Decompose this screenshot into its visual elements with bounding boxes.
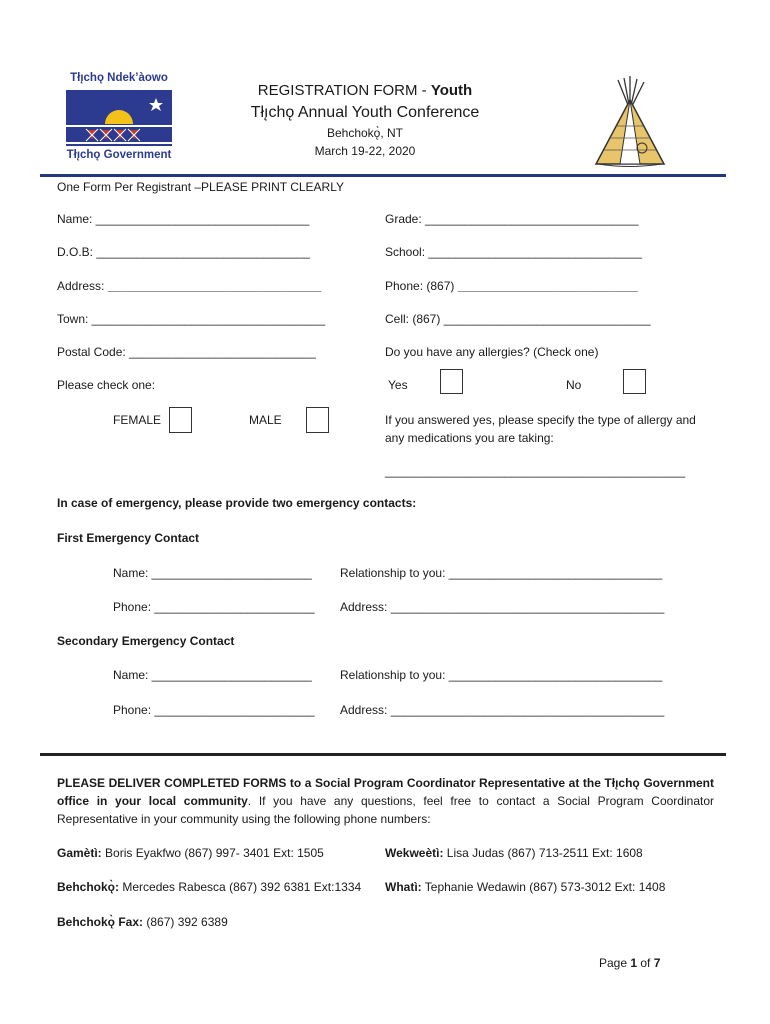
allergy-no-label: No	[566, 378, 582, 392]
cell-field[interactable]: Cell: (867) _______________________________	[385, 312, 651, 326]
female-label: FEMALE	[113, 413, 162, 427]
first-emergency-heading: First Emergency Contact	[57, 531, 200, 545]
phone-field[interactable]	[385, 279, 638, 293]
gender-check-label: Please check one:	[57, 378, 156, 392]
contact-info: (867) 392 6389	[143, 915, 228, 929]
contact-wekweeti	[385, 846, 643, 860]
school-field[interactable]: School: ________________________________	[385, 245, 642, 259]
second-contact-relationship-field[interactable]: Relationship to you: ________________________________	[340, 668, 663, 682]
phone-line[interactable]: ___________________________	[457, 279, 638, 293]
contact-info: Boris Eyakfwo (867) 997- 3401 Ext: 1505	[101, 846, 324, 860]
page-total: 7	[653, 956, 661, 970]
page-prefix: Page	[599, 956, 631, 970]
emergency-intro: In case of emergency, please provide two emergency contacts:	[57, 496, 417, 510]
contact-gameti	[57, 846, 324, 860]
page-of: of	[637, 956, 654, 970]
contact-community: Gamètì:	[57, 846, 102, 860]
town-field[interactable]: Town: ___________________________________	[57, 312, 326, 326]
contact-info: Tephanie Wedawin (867) 573-3012 Ext: 1408	[421, 880, 666, 894]
logo-top-text: Tłı̨chǫ Ndek’àowo	[70, 72, 168, 84]
logo-flag-icon	[66, 90, 172, 146]
contact-community: Behchokǫ̀:	[57, 880, 120, 894]
form-title-prefix: REGISTRATION FORM -	[257, 82, 431, 99]
contact-community: Whatì:	[385, 880, 422, 894]
event-location: Behchokǫ̀, NT	[326, 126, 404, 140]
secondary-emergency-heading: Secondary Emergency Contact	[57, 634, 235, 648]
male-label: MALE	[249, 413, 282, 427]
delivery-notice-rest: . If you have any questions, feel free to contact a Social Program Coordinator Representative in your community using the following phone numbers:	[57, 794, 714, 826]
form-title	[230, 82, 500, 99]
allergy-yes-label: Yes	[388, 378, 408, 392]
event-date: March 19-22, 2020	[314, 144, 416, 158]
address-label: Address:	[57, 279, 108, 293]
allergy-yes-checkbox[interactable]	[440, 369, 463, 394]
allergy-no-checkbox[interactable]	[623, 369, 646, 394]
form-title-emphasis: Youth	[430, 82, 473, 99]
contact-whati	[385, 880, 665, 894]
male-checkbox[interactable]	[306, 407, 329, 433]
allergy-specify-line-1: If you answered yes, please specify the type of allergy and	[385, 413, 696, 427]
female-checkbox[interactable]	[169, 407, 192, 433]
form-instruction: One Form Per Registrant –PLEASE PRINT CLEARLY	[57, 180, 344, 194]
name-field[interactable]: Name: ________________________________	[57, 212, 310, 226]
first-contact-phone-field[interactable]: Phone: ________________________	[113, 600, 315, 614]
header-divider	[40, 174, 726, 177]
allergy-specify-line-2: any medications you are taking:	[385, 431, 554, 445]
logo-bottom-text: Tłı̨chǫ Government	[66, 149, 172, 161]
phone-label: Phone: (867)	[385, 279, 458, 293]
tlicho-government-logo	[66, 72, 172, 166]
allergy-details-field[interactable]: _____________________________________________	[385, 464, 686, 478]
page-current: 1	[630, 956, 638, 970]
first-contact-name-field[interactable]: Name: ________________________	[113, 566, 312, 580]
first-contact-relationship-field[interactable]: Relationship to you: ________________________________	[340, 566, 663, 580]
address-line[interactable]: ________________________________	[107, 279, 322, 293]
contact-community: Behchokǫ̀ Fax:	[57, 915, 144, 929]
grade-field[interactable]: Grade: ________________________________	[385, 212, 639, 226]
delivery-notice	[57, 774, 714, 828]
first-contact-address-field[interactable]: Address: _________________________________________	[340, 600, 665, 614]
delivery-notice-bold: PLEASE DELIVER COMPLETED FORMS to a Social Program Coordinator Representative at the Tłı̨chǫ Government office in your local community	[57, 776, 714, 808]
contact-behchoko-fax	[57, 915, 228, 929]
contact-info: Mercedes Rabesca (867) 392 6381 Ext:1334	[119, 880, 362, 894]
contact-community: Wekweètì:	[385, 846, 444, 860]
footer-divider	[40, 753, 726, 756]
address-field[interactable]	[57, 279, 321, 293]
contact-behchoko	[57, 880, 361, 894]
page-number	[599, 956, 660, 970]
contact-info: Lisa Judas (867) 713-2511 Ext: 1608	[443, 846, 643, 860]
postal-code-field[interactable]: Postal Code: ____________________________	[57, 345, 316, 359]
allergies-question: Do you have any allergies? (Check one)	[385, 345, 599, 359]
second-contact-address-field[interactable]: Address: _________________________________________	[340, 703, 665, 717]
teepee-icon	[590, 76, 670, 170]
dob-field[interactable]: D.O.B: ________________________________	[57, 245, 310, 259]
second-contact-phone-field[interactable]: Phone: ________________________	[113, 703, 315, 717]
second-contact-name-field[interactable]: Name: ________________________	[113, 668, 312, 682]
event-subtitle: Tłı̨chǫ Annual Youth Conference	[250, 104, 480, 121]
